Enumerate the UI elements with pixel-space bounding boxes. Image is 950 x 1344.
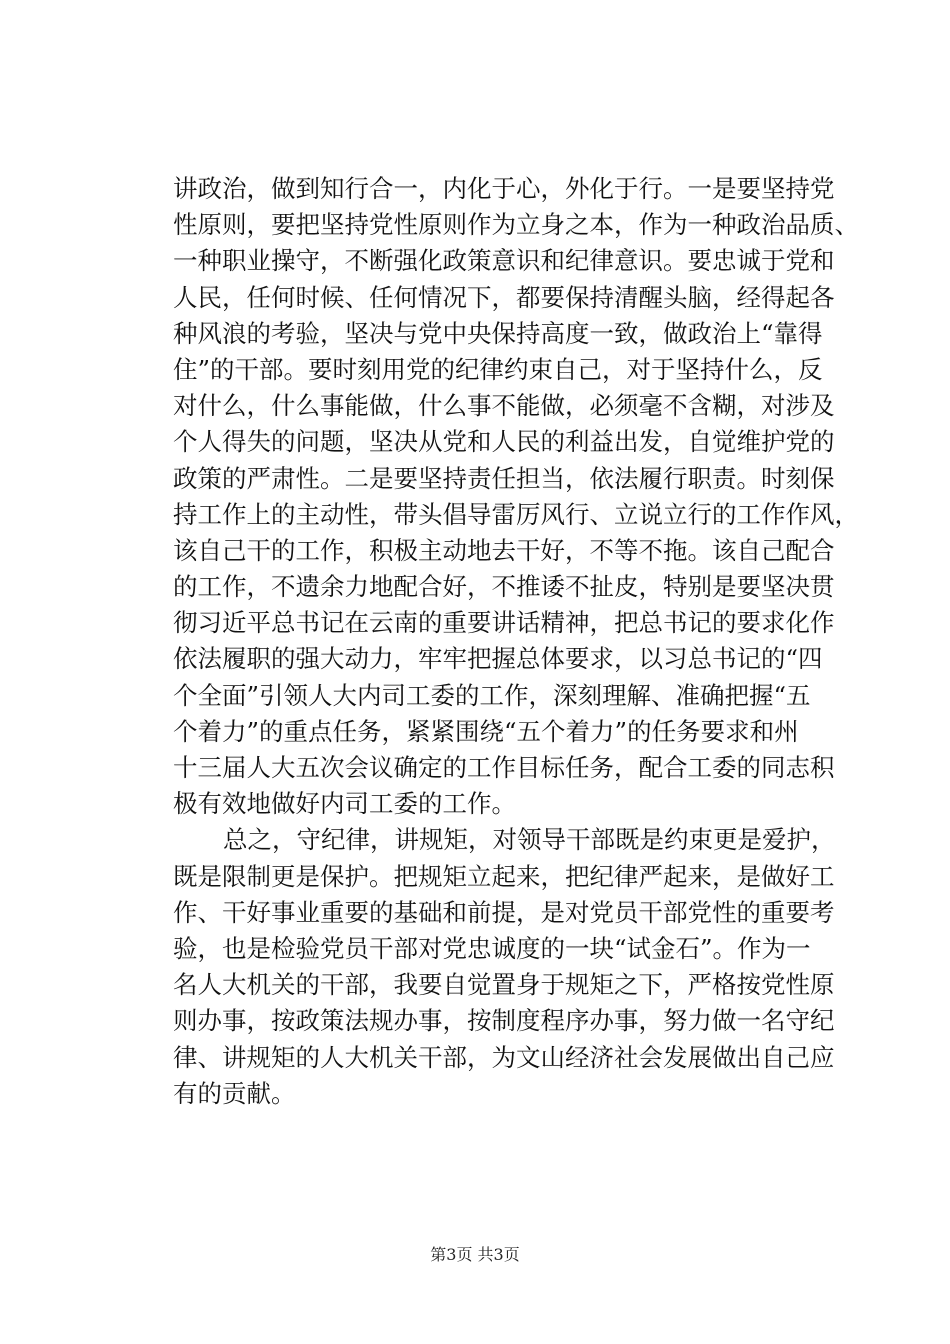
text-line: 一种职业操守，不断强化政策意识和纪律意识。要忠诚于党和 — [173, 246, 835, 276]
text-line: 名人大机关的干部，我要自觉置身于规矩之下，严格按党性原 — [173, 970, 835, 1000]
text-line: 该自己干的工作，积极主动地去干好，不等不拖。该自己配合 — [173, 535, 835, 565]
text-line: 讲政治，做到知行合一，内化于心，外化于行。一是要坚持党 — [173, 174, 835, 203]
page-number: 第3页 共3页 — [430, 1245, 520, 1264]
text-line: 极有效地做好内司工委的工作。 — [173, 789, 516, 819]
text-line: 政策的严肃性。二是要坚持责任担当，依法履行职责。时刻保 — [173, 463, 835, 493]
text-line: 作、干好事业重要的基础和前提，是对党员干部党性的重要考 — [173, 897, 835, 927]
text-line: 对什么，什么事能做，什么事不能做，必须毫不含糊，对涉及 — [173, 391, 835, 421]
text-line: 的工作，不遗余力地配合好，不推诿不扯皮，特别是要坚决贯 — [173, 572, 835, 602]
text-line: 总之，守纪律，讲规矩，对领导干部既是约束更是爱护， — [223, 825, 836, 855]
text-line: 种风浪的考验，坚决与党中央保持高度一致，做政治上“靠得 — [173, 318, 823, 348]
text-line: 律、讲规矩的人大机关干部，为文山经济社会发展做出自己应 — [173, 1042, 835, 1072]
body-text — [173, 171, 859, 1112]
text-line: 既是限制更是保护。把规矩立起来，把纪律严起来，是做好工 — [173, 861, 835, 891]
text-line: 有的贡献。 — [173, 1078, 296, 1108]
paragraph-1 — [173, 171, 859, 822]
text-line: 人民，任何时候、任何情况下，都要保持清醒头脑，经得起各 — [173, 282, 835, 312]
text-line: 个全面”引领人大内司工委的工作，深刻理解、准确把握“五 — [173, 680, 811, 710]
text-line: 性原则，要把坚持党性原则作为立身之本，作为一种政治品质、 — [173, 210, 859, 240]
text-line: 彻习近平总书记在云南的重要讲话精神，把总书记的要求化作 — [173, 608, 835, 638]
text-line: 则办事，按政策法规办事，按制度程序办事，努力做一名守纪 — [173, 1006, 835, 1036]
text-line: 依法履职的强大动力，牢牢把握总体要求，以习总书记的“四 — [173, 644, 823, 674]
text-line: 住”的干部。要时刻用党的纪律约束自己，对于坚持什么，反 — [173, 354, 823, 384]
paragraph-2 — [173, 822, 836, 1112]
text-line: 验，也是检验党员干部对党忠诚度的一块“试金石”。作为一 — [173, 933, 811, 963]
text-line: 个人得失的问题，坚决从党和人民的利益出发，自觉维护党的 — [173, 427, 835, 457]
text-line: 持工作上的主动性，带头倡导雷厉风行、立说立行的工作作风， — [173, 499, 859, 529]
text-line: 个着力”的重点任务，紧紧围绕“五个着力”的任务要求和州 — [173, 716, 799, 746]
text-line: 十三届人大五次会议确定的工作目标任务，配合工委的同志积 — [173, 753, 835, 782]
